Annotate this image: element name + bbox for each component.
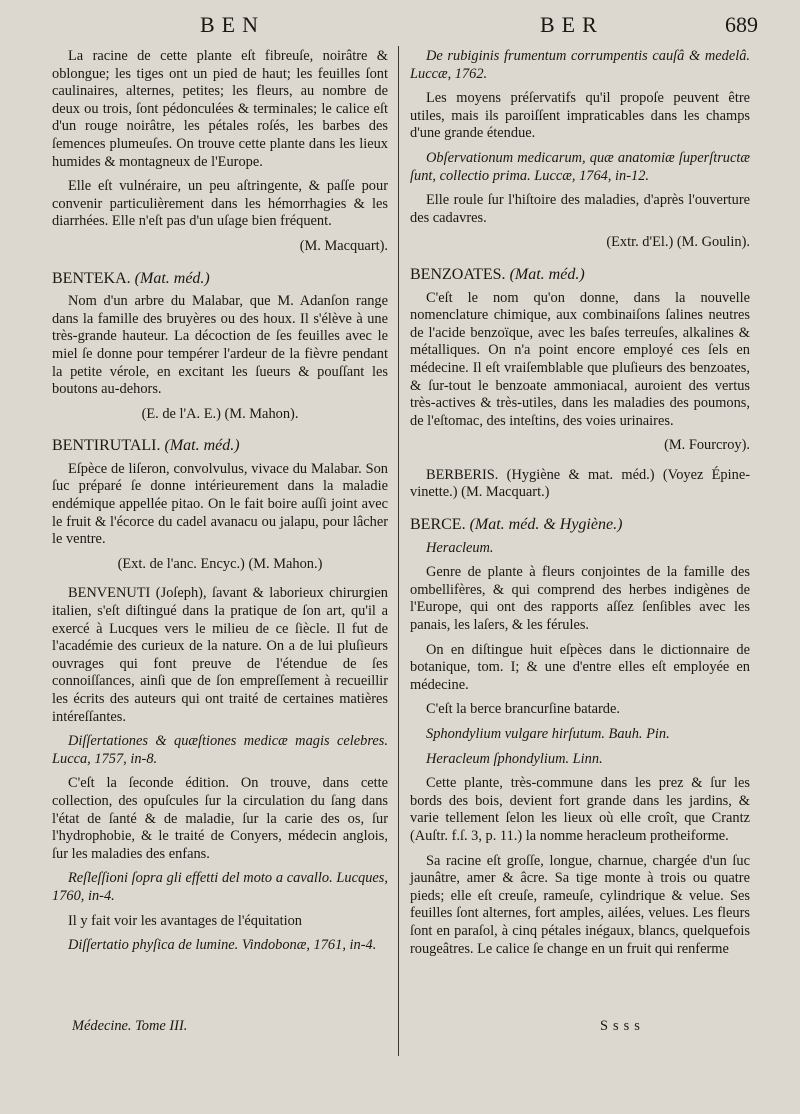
book-title: Diſſertatio phyſica de lumine. Vindobonæ, 1761, in-4. <box>68 937 377 954</box>
book-title: Reſleſſioni ſopra gli effetti del moto a cavallo. Lucques, 1760, in-4. <box>52 870 388 904</box>
paragraph: Eſpèce de liſeron, convolvulus, vivace du Malabar. Son ſuc préparé ſe donne intérieurement dans la maladie endémique appellée pitao. On le fait boire auſſi joint avec le fruit & l'écorce du cadel avanacu ou jalapu, pour lâcher le ventre. <box>52 460 388 548</box>
entry-heading-berce <box>410 516 750 534</box>
entry-word: BENZOATES. <box>410 265 506 283</box>
latin-name: Heracleum. <box>426 539 494 556</box>
entry-word: BERCE. <box>410 516 466 534</box>
synonym: Heracleum ſphondylium. Linn. <box>426 750 603 767</box>
author-credit: (Ext. de l'anc. Encyc.) (M. Mahon.) <box>117 555 323 572</box>
paragraph: Il y fait voir les avantages de l'équitation <box>68 912 302 929</box>
paragraph: Les moyens préſervatifs qu'il propoſe peuvent être utiles, mais ils paroiſſent impraticables dans les champs d'une grande étendue. <box>410 90 750 142</box>
page-number: 689 <box>725 12 758 37</box>
paragraph: C'eſt la berce brancurſine batarde. <box>426 701 620 718</box>
paragraph: C'eſt la ſeconde édition. On trouve, dans cette collection, des opuſcules ſur la circulation du ſang dans l'état de ſanté & de maladie, ſur la carie des os, ſur l'hydrophobie, & le traité de Conyers, médecin anglois, ſur les maladies des enfans. <box>52 775 388 862</box>
column-rule <box>398 46 399 1056</box>
synonym: Sphondylium vulgare hirſutum. Bauh. Pin. <box>426 726 670 742</box>
book-title: Obſervationum medicarum, quæ anatomiæ ſuperſtructæ ſunt, collectio prima. Luccæ, 1764, in-12. <box>410 149 750 184</box>
author-credit: (M. Macquart). <box>299 237 388 254</box>
author-credit: (M. Fourcroy). <box>664 437 750 454</box>
book-title: De rubiginis frumentum corrumpentis cauſâ & medelâ. Luccæ, 1762. <box>410 48 750 82</box>
paragraph: Elle roule ſur l'hiſtoire des maladies, d'après l'ouverture des cadavres. <box>410 192 750 226</box>
right-column <box>410 48 750 965</box>
author-credit: (E. de l'A. E.) (M. Mahon). <box>141 405 299 422</box>
entry-heading-benzoates <box>410 266 750 284</box>
paragraph: On en diſtingue huit eſpèces dans le dictionnaire de botanique, tom. I; & une d'entre elles eſt employée en médecine. <box>410 641 750 693</box>
paragraph: Nom d'un arbre du Malabar, que M. Adanſon range dans la famille des bruyères ou des houx. Il s'élève à une très-grande hauteur. La décoction de ſes feuilles avec le miel ſe donne pour tempérer l'ardeur de la fièvre pendant la petite vérole, en excitant les ſueurs & pouſſant les boutons au-dehors. <box>52 293 388 398</box>
paragraph: Genre de plante à fleurs conjointes de la famille des ombellifères, & qui comprend des herbes indigènes de l'Europe, qui ont des rapports aſſez ſenſibles avec les panais, les laſers, & les férules. <box>410 564 750 634</box>
entry-benvenuti: BENVENUTI (Joſeph), ſavant & laborieux chirurgien italien, s'eſt diſtingué dans la pratique de ſon art, qu'il a exercé à Lucques vers le milieu de ce ſiècle. Il fut de l'académie des curieux de la nature. On a de lui pluſieurs ouvrages qui font preuve de l'étendue de ſes connoiſſances, ainſi que de ſon empreſſement à recueillir les écrits des auteurs qui ont traité de certaines matières intéreſſantes. <box>52 585 388 725</box>
book-title: Diſſertationes & quæſtiones medicæ magis celebres. Lucca, 1757, in-8. <box>52 733 388 767</box>
paragraph: Elle eſt vulnéraire, un peu aſtringente, & paſſe pour convenir particulièrement dans les hémorrhagies & les diarrhées. Elle n'eſt pas d'un uſage bien fréquent. <box>52 178 388 230</box>
entry-category: (Mat. méd.) <box>509 265 585 283</box>
entry-heading-benteka <box>52 270 388 288</box>
entry-word: BENTEKA. <box>52 269 131 287</box>
author-credit: (Extr. d'El.) (M. Goulin). <box>606 234 750 251</box>
entry-heading-bentirutali <box>52 437 388 455</box>
entry-berberis: BERBERIS. (Hygiène & mat. méd.) (Voyez Épine-vinette.) (M. Macquart.) <box>410 466 750 501</box>
running-head-right: BER <box>540 12 604 37</box>
entry-category: (Mat. méd.) <box>134 269 210 287</box>
running-head-left: BEN <box>200 12 265 37</box>
paragraph: Cette plante, très-commune dans les prez & ſur les bords des bois, devient fort grande dans les jardins, & varie tellement ſelon les lieux où elle croît, que Crantz (Auſtr. f.ſ. 3, p. 11.) la nomme heracleum protheiforme. <box>410 775 750 844</box>
paragraph: La racine de cette plante eſt fibreuſe, noirâtre & oblongue; les tiges ont un pied de haut; les feuilles ſont caulinaires, alternes, petites; les fleurs, au nombre de deux ou trois, ſont pédonculées & terminales; le calice eſt d'un rouge noirâtre, les pétales roſés, les barbes des ſemences plumeuſes. On trouve cette plante dans les lieux humides & montagneux de l'Europe. <box>52 48 388 170</box>
entry-category: (Mat. méd. & Hygiène.) <box>469 516 623 534</box>
paragraph: Sa racine eſt groſſe, longue, charnue, chargée d'un ſuc jaunâtre, amer & âcre. Sa tige monte à trois ou quatre pieds; elle eſt creuſe, rameuſe, cylindrique & velue. Ses feuilles ſont alternes, fort amples, ailées, velues. Les fleurs ſont en paraſol, à cinq pétales inégaux, blancs, quelquefois rougeâtres. Le calice ſe change en un fruit qui renferme <box>410 852 750 957</box>
entry-category: (Mat. méd.) <box>164 437 240 455</box>
left-column <box>52 48 388 962</box>
paragraph: C'eſt le nom qu'on donne, dans la nouvelle nomenclature chimique, aux combinaiſons ſalines neutres de l'acide benzoïque, avec les baſes terreuſes, alkalines & métalliques. On n'a point encore employé ces ſels en médecine. Il eſt vraiſemblable que pluſieurs des benzoates, & ſur-tout le benzoate ammoniacal, auroient des vertus très-actives & très-utiles, dans les maladies des poumons, de l'eſtomac, des inteſtins, des voies urinaires. <box>410 289 750 429</box>
entry-word: BENTIRUTALI. <box>52 437 161 455</box>
signature-mark: Ssss <box>600 1018 645 1034</box>
footer-volume: Médecine. Tome III. <box>72 1018 188 1034</box>
